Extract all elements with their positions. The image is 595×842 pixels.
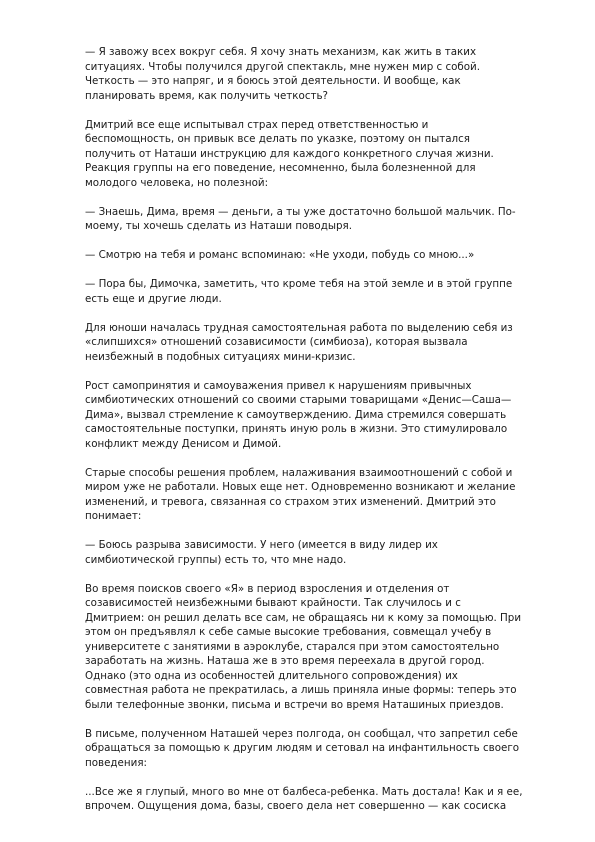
paragraph-9: — Боюсь разрыва зависимости. У него (имеется в виду лидер их симбиотической группы) есть то, что мне надо.	[85, 539, 438, 566]
paragraph-4: — Смотрю на тебя и романс вспоминаю: «Не уходи, побудь со мною...»	[85, 249, 475, 261]
paragraph-6: Для юноши началась трудная самостоятельная работа по выделению себя из «слипшихся» отношений созависимости (симбиоза), которая вызвала неизбежный в подобных ситуациях мини-кризис.	[85, 321, 513, 363]
paragraph-10: Во время поисков своего «Я» в период взросления и отделения от созависимостей неизбежными бывают крайности. Так случилось и с Дмитрием: он решил делать все сам, не обращаясь ни к кому за помощью. При этом он предъявлял к себе самые высокие требования, совмещал учебу в университете с занятиями в аэроклубе, старался при этом самостоятельно заработать на жизнь. Наташа же в это время переехала в другой город. Однако (это одна из особенностей длительного сопровождения) их совместная работа не прекратилась, а лишь приняла иные формы: теперь это были телефонные звонки, письма и встречи во время Наташиных приездов.	[85, 582, 522, 711]
paragraph-11: В письме, полученном Наташей через полгода, он сообщал, что запретил себе обращаться за помощью к другим людям и сетовал на инфантильность своего поведения:	[85, 727, 520, 769]
document-body	[85, 45, 553, 828]
paragraph-8: Старые способы решения проблем, налаживания взаимоотношений с собой и миром уже не работали. Новых еще нет. Одновременно возникают и желание изменений, и тревога, связанная со страхом этих изменений. Дмитрий это понимает:	[85, 466, 516, 522]
paragraph-7: Рост самопринятия и самоуважения привел к нарушениям привычных симбиотических отношений со своими старыми товарищами «Денис—Саша— Дима», вызвал стремление к самоутверждению. Дима стремился совершать самостоятельные поступки, принять иную роль в жизни. Это стимулировало конфликт между Денисом и Димой.	[85, 379, 512, 450]
paragraph-3: — Знаешь, Дима, время — деньги, а ты уже достаточно большой мальчик. По- моему, ты хочешь сделать из Наташи поводыря.	[85, 205, 516, 232]
paragraph-1: — Я завожу всех вокруг себя. Я хочу знать механизм, как жить в таких ситуациях. Чтобы получился другой спектакль, мне нужен мир с собой. Четкость — это напряг, и я боюсь этой деятельности. И вообще, как планировать время, как получить четкость?	[85, 46, 481, 102]
paragraph-5: — Пора бы, Димочка, заметить, что кроме тебя на этой земле и в этой группе есть еще и другие люди.	[85, 278, 513, 305]
paragraph-2: Дмитрий все еще испытывал страх перед ответственностью и беспомощность, он привык все делать по указке, поэтому он пытался получить от Наташи инструкцию для каждого конкретного случая жизни. Реакция группы на его поведение, несомненно, была болезненной для молодого человека, но полезной:	[85, 118, 494, 189]
paragraph-12: ...Все же я глупый, много во мне от балбеса-ребенка. Мать достала! Как и я ее, впрочем. Ощущения дома, базы, своего дела нет совершенно — как сосиска	[85, 785, 523, 812]
